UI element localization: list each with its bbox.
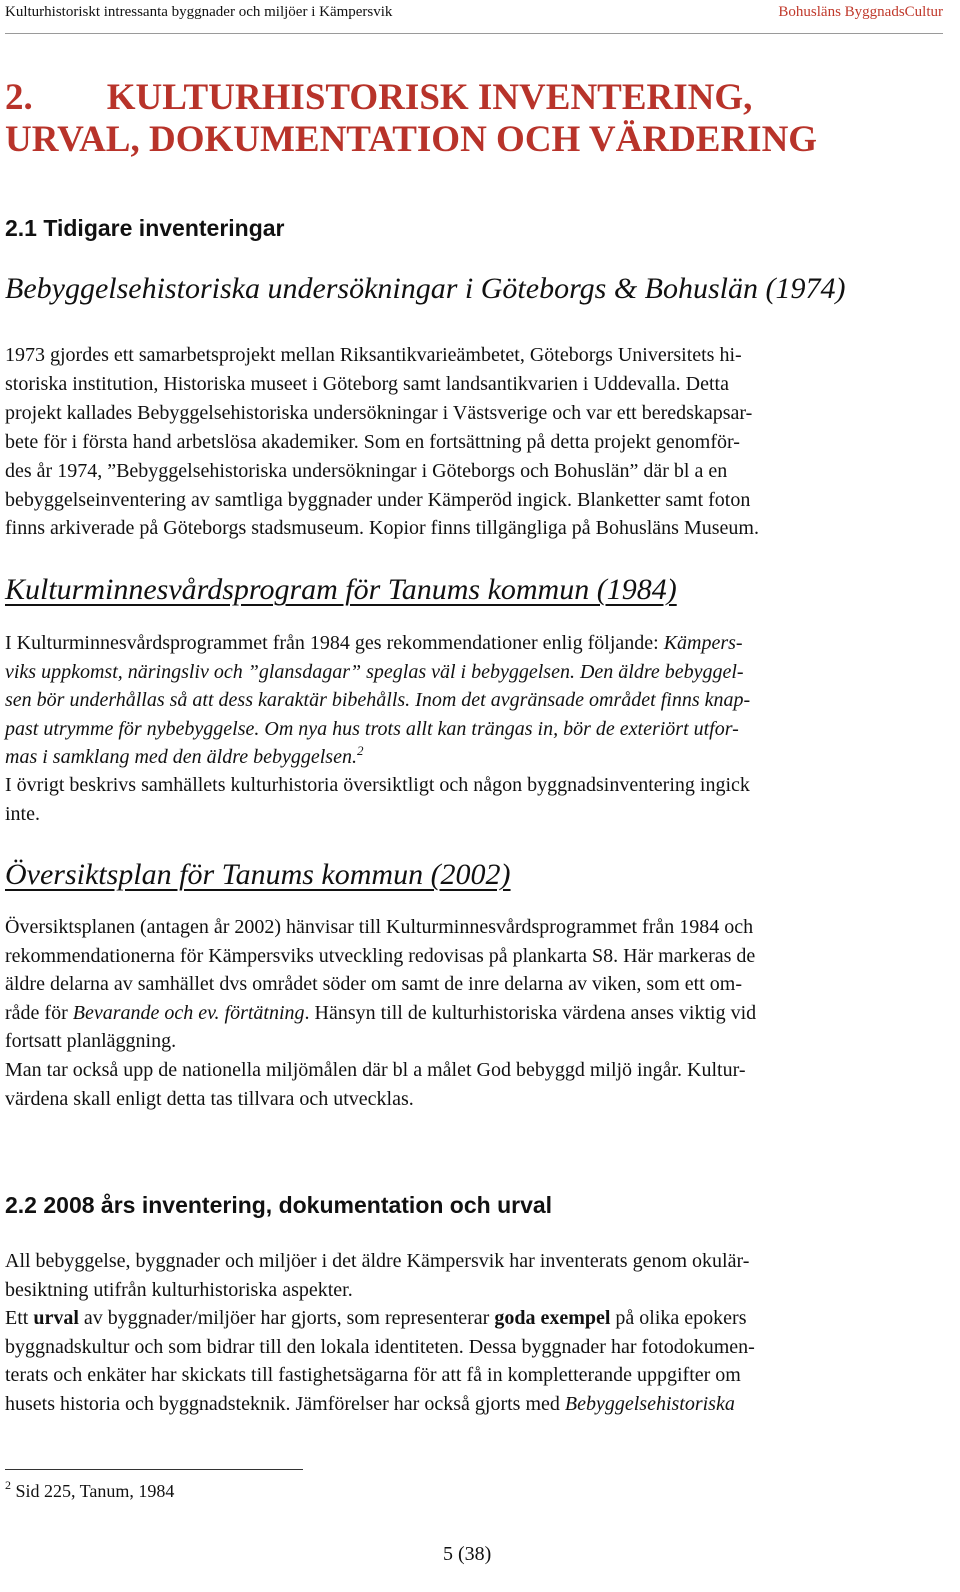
text-run: I Kulturminnesvårdsprogrammet från 1984 ges rekommendationer enlig följande:: [5, 632, 664, 654]
paragraph-line: 1973 gjordes ett samarbetsprojekt mellan Riksantikvarieämbetet, Göteborgs Universitets hi-: [5, 344, 742, 366]
text-run: . Hänsyn till de kulturhistoriska värdena anses viktig vid: [304, 1002, 757, 1024]
text-run-bold: goda exempel: [494, 1307, 611, 1329]
paragraph-line: [5, 743, 363, 772]
paragraph-line: besiktning utifrån kulturhistoriska aspekter.: [5, 1279, 353, 1301]
paragraph-line: storiska institution, Historiska museet i Göteborg samt landsantikvarien i Uddevalla. Detta: [5, 373, 729, 395]
paragraph-line: projekt kallades Bebyggelsehistoriska undersökningar i Västsverige och var ett beredskapsar-: [5, 402, 753, 424]
header-divider: [5, 33, 943, 34]
paragraph-line: Man tar också upp de nationella miljömålen där bl a målet God bebyggd miljö ingår. Kultur-: [5, 1059, 746, 1081]
footnote-number: 2: [5, 1478, 11, 1492]
paragraph-line: värdena skall enligt detta tas tillvara och utvecklas.: [5, 1088, 414, 1110]
paragraph-line: rekommendationerna för Kämpersviks utveckling redovisas på plankarta S8. Här markeras de: [5, 945, 756, 967]
paragraph-line: sen bör underhållas så att dess karaktär bibehålls. Inom det avgränsade området finns knap-: [5, 689, 751, 711]
paragraph-line: I övrigt beskrivs samhällets kulturhistoria översiktligt och någon byggnadsinventering ingick: [5, 774, 750, 796]
subheading-bebyggelsehistoriska: Bebyggelsehistoriska undersökningar i Göteborgs & Bohuslän (1974): [5, 272, 846, 305]
header-title: Kulturhistoriskt intressanta byggnader och miljöer i Kämpersvik: [5, 4, 393, 20]
paragraph-line: Översiktsplanen (antagen år 2002) hänvisar till Kulturminnesvårdsprogrammet från 1984 och: [5, 916, 754, 938]
text-run: mas i samklang med den äldre bebyggelsen.: [5, 746, 357, 768]
paragraph-line: [5, 1304, 747, 1333]
paragraph-line: inte.: [5, 803, 40, 825]
page-number: 5 (38): [443, 1543, 492, 1565]
section-heading-2-2: 2.2 2008 års inventering, dokumentation och urval: [5, 1192, 553, 1218]
text-run: på olika epokers: [610, 1307, 747, 1329]
header-publisher: Bohusläns ByggnadsCultur: [778, 4, 943, 20]
paragraph-line: [5, 1390, 735, 1419]
text-run: av byggnader/miljöer har gjorts, som representerar: [78, 1307, 495, 1329]
footnote-reference: 2: [356, 743, 364, 758]
paragraph-line: All bebyggelse, byggnader och miljöer i det äldre Kämpersvik har inventerats genom okulär-: [5, 1250, 750, 1272]
text-run-italic: Bebyggelsehistoriska: [564, 1393, 735, 1415]
paragraph-line: bete för i första hand arbetslösa akademiker. Som en fortsättning på detta projekt genomför-: [5, 431, 740, 453]
paragraph-line: des år 1974, ”Bebyggelsehistoriska undersökningar i Göteborgs och Bohuslän” där bl a en: [5, 460, 728, 482]
paragraph-line: byggnadskultur och som bidrar till den lokala identiteten. Dessa byggnader har fotodokumen-: [5, 1336, 755, 1358]
paragraph-line: bebyggelseinventering av samtliga byggnader under Kämperöd ingick. Blanketter samt foton: [5, 489, 751, 511]
footnote-separator: [5, 1469, 303, 1470]
footnote: [5, 1478, 175, 1502]
paragraph-line: finns arkiverade på Göteborgs stadsmuseum. Kopior finns tillgängliga på Bohusläns Museum.: [5, 517, 759, 539]
footnote-text: Sid 225, Tanum, 1984: [11, 1481, 175, 1501]
paragraph-line: äldre delarna av samhället dvs området söder om samt de inre delarna av viken, som ett om-: [5, 973, 742, 995]
paragraph-line: past utrymme för nybebyggelse. Om nya hus trots allt kan trängas in, bör de exteriört utfor-: [5, 718, 739, 740]
text-run-italic: Kämpers-: [663, 632, 743, 654]
text-run: råde för: [5, 1002, 73, 1024]
paragraph-line: terats och enkäter har skickats till fastighetsägarna för att få in kompletterande uppgifter om: [5, 1364, 741, 1386]
subheading-oversiktsplan: Översiktsplan för Tanums kommun (2002): [5, 858, 511, 891]
text-run-bold: urval: [33, 1307, 79, 1329]
chapter-title-line-2: URVAL, DOKUMENTATION OCH VÄRDERING: [5, 119, 818, 160]
paragraph-line: fortsatt planläggning.: [5, 1030, 177, 1052]
chapter-title-line-1: 2. KULTURHISTORISK INVENTERING,: [5, 77, 753, 118]
section-heading-2-1: 2.1 Tidigare inventeringar: [5, 215, 285, 241]
text-run: Ett: [5, 1307, 34, 1329]
text-run-italic: Bevarande och ev. förtätning: [72, 1002, 305, 1024]
subheading-kulturminnesvardsprogram: Kulturminnesvårdsprogram för Tanums kommun (1984): [5, 573, 677, 606]
paragraph-line: viks uppkomst, näringsliv och ”glansdagar” speglas väl i bebyggelsen. Den äldre bebyggel-: [5, 661, 744, 683]
paragraph-line: [5, 999, 756, 1028]
text-run: husets historia och byggnadsteknik. Jämförelser har också gjorts med: [5, 1393, 565, 1415]
paragraph-line: [5, 629, 743, 658]
